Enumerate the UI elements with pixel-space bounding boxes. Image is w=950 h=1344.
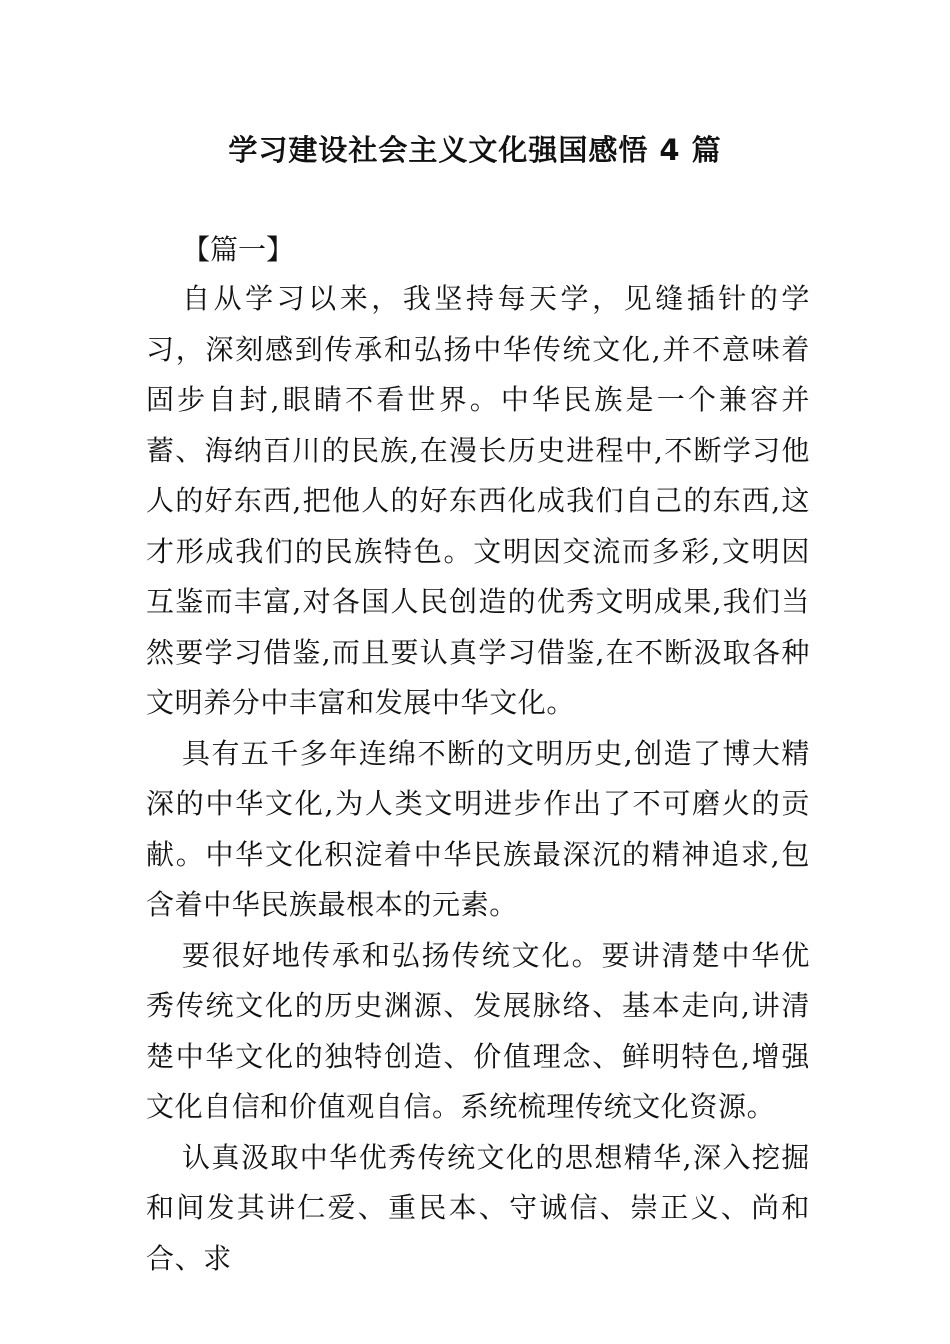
section-label: 【篇一】 xyxy=(182,233,295,266)
document-title: 学习建设社会主义文化强国感悟 4 篇 xyxy=(228,133,722,167)
paragraph: 具有五千多年连绵不断的文明历史,创造了博大精深的中华文化,为人类文明进步作出了不可磨火的贡献。中华文化积淀着中华民族最深沉的精神追求,包含着中华民族最根本的元素。 xyxy=(146,736,810,921)
paragraph: 认真汲取中华优秀传统文化的思想精华,深入挖掘和间发其讲仁爱、重民本、守诚信、崇正义、尚和合、求 xyxy=(146,1140,810,1275)
paragraph: 要很好地传承和弘扬传统文化。要讲清楚中华优秀传统文化的历史渊源、发展脉络、基本走向,讲清楚中华文化的独特创造、价值理念、鲜明特色,增强文化自信和价值观自信。系统梳理传统文化资源。 xyxy=(146,938,810,1123)
document-body xyxy=(146,226,810,1284)
paragraph: 自从学习以来，我坚持每天学，见缝插针的学习，深刻感到传承和弘扬中华传统文化,并不意味着固步自封,眼睛不看世界。中华民族是一个兼容并蓄、海纳百川的民族,在漫长历史进程中,不断学习他人的好东西,把他人的好东西化成我们自己的东西,这才形成我们的民族特色。文明因交流而多彩,文明因互鉴而丰富,对各国人民创造的优秀文明成果,我们当然要学习借鉴,而且要认真学习借鉴,在不断汲取各种文明养分中丰富和发展中华文化。 xyxy=(146,282,810,719)
